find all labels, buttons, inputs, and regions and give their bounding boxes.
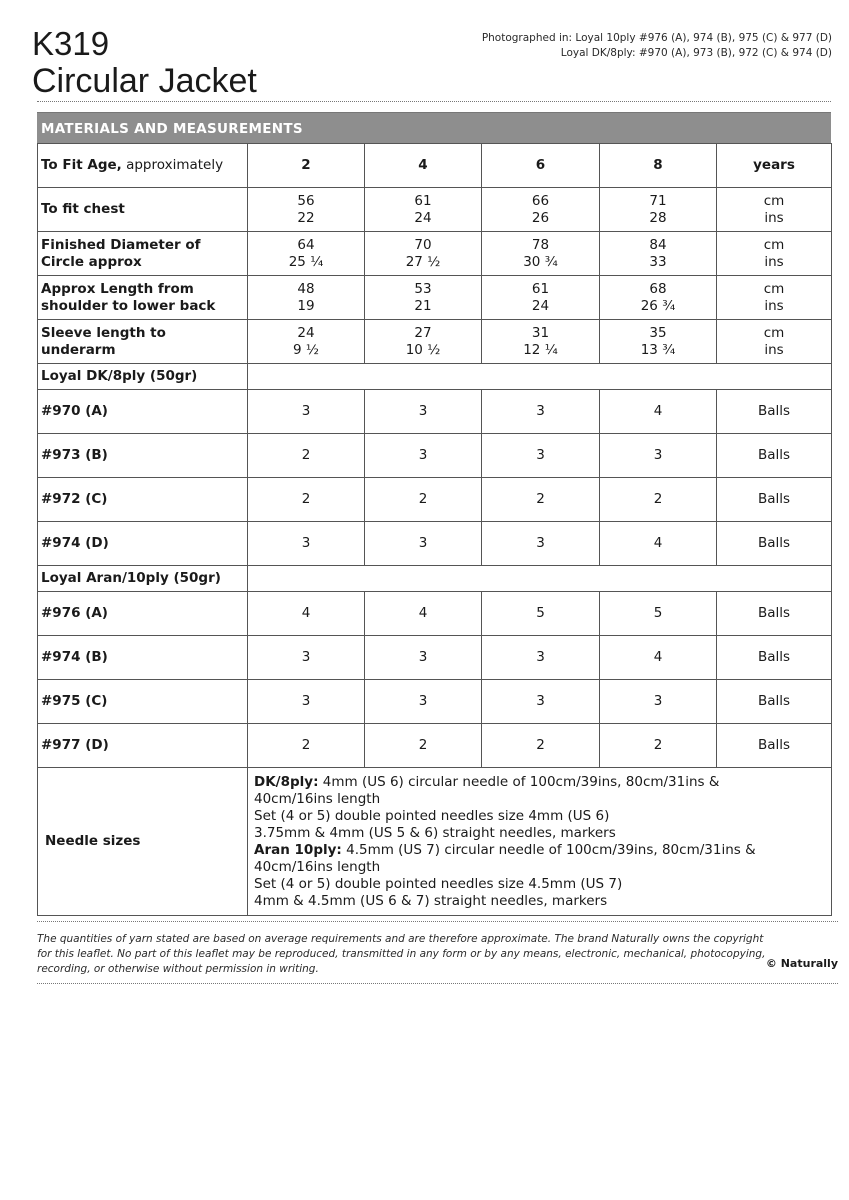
cell: 3: [248, 390, 365, 434]
cell: 78 30 ¾: [482, 232, 600, 276]
shade-label: #976 (A): [38, 592, 248, 636]
row-label: Approx Length from shoulder to lower back: [38, 276, 248, 320]
cell: 3: [482, 680, 600, 724]
table-row-needles: [38, 768, 832, 916]
cell: 2: [365, 724, 482, 768]
cell: 66 26: [482, 188, 600, 232]
group-header-row: [38, 566, 832, 592]
unit-cell: Balls: [717, 434, 832, 478]
age-2: 2: [248, 144, 365, 188]
shade-label: #973 (B): [38, 434, 248, 478]
cell: 61 24: [365, 188, 482, 232]
cell: 3: [365, 390, 482, 434]
cell: 3: [365, 522, 482, 566]
cell: 35 13 ¾: [600, 320, 717, 364]
disclaimer-line: The quantities of yarn stated are based on average requirements and are therefore approximate. The brand Naturally owns the copyright: [37, 933, 764, 945]
cell: 4: [248, 592, 365, 636]
section-header: [37, 112, 831, 144]
row-label: To fit chest: [38, 188, 248, 232]
cell: 3: [482, 390, 600, 434]
cell: 3: [248, 636, 365, 680]
cell: 53 21: [365, 276, 482, 320]
table-row: [38, 680, 832, 724]
table-row: [38, 724, 832, 768]
cell: 4: [365, 592, 482, 636]
cell: 3: [600, 680, 717, 724]
disclaimer-line: for this leaflet. No part of this leaflet may be reproduced, transmitted in any form or by any means, electronic, mechanical, photocopying,: [37, 948, 766, 960]
cell: 2: [482, 478, 600, 522]
pattern-title: Circular Jacket: [32, 62, 257, 100]
needle-label: Needle sizes: [38, 768, 248, 916]
group-title-dk: Loyal DK/8ply (50gr): [38, 364, 248, 390]
photographed-note: [482, 31, 832, 61]
cell: 4: [600, 636, 717, 680]
cell: 2: [248, 724, 365, 768]
row-label: Sleeve length to underarm: [38, 320, 248, 364]
age-8: 8: [600, 144, 717, 188]
cell: 27 10 ½: [365, 320, 482, 364]
unit-cell: cm ins: [717, 232, 832, 276]
table-row: [38, 522, 832, 566]
cell: 2: [248, 478, 365, 522]
shade-label: #974 (B): [38, 636, 248, 680]
cell: 48 19: [248, 276, 365, 320]
cell: 2: [365, 478, 482, 522]
table-row: [38, 434, 832, 478]
age-4: 4: [365, 144, 482, 188]
cell: 3: [482, 636, 600, 680]
cell: 68 26 ¾: [600, 276, 717, 320]
cell: 24 9 ½: [248, 320, 365, 364]
table-row: [38, 478, 832, 522]
cell: 2: [248, 434, 365, 478]
cell: 5: [600, 592, 717, 636]
age-6: 6: [482, 144, 600, 188]
unit-cell: cm ins: [717, 276, 832, 320]
divider-top: [37, 101, 831, 102]
group-title-aran: Loyal Aran/10ply (50gr): [38, 566, 248, 592]
unit-cell: cm ins: [717, 320, 832, 364]
shade-label: #972 (C): [38, 478, 248, 522]
table-row: [38, 320, 832, 364]
table-row: [38, 276, 832, 320]
table-row: [38, 232, 832, 276]
cell: 4: [600, 522, 717, 566]
cell: 3: [600, 434, 717, 478]
cell: 3: [365, 680, 482, 724]
cell: 3: [365, 434, 482, 478]
shade-label: #977 (D): [38, 724, 248, 768]
table-row: [38, 636, 832, 680]
cell: 5: [482, 592, 600, 636]
cell: 4: [600, 390, 717, 434]
group-header-row: [38, 364, 832, 390]
cell: 3: [482, 522, 600, 566]
unit-cell: Balls: [717, 390, 832, 434]
cell: 3: [482, 434, 600, 478]
copyright: © Naturally: [765, 957, 838, 970]
cell: 2: [600, 478, 717, 522]
unit-cell: Balls: [717, 522, 832, 566]
photographed-line-1: Photographed in: Loyal 10ply #976 (A), 974 (B), 975 (C) & 977 (D): [481, 32, 832, 44]
group-blank: [248, 364, 832, 390]
unit-cell: Balls: [717, 592, 832, 636]
unit-cell: Balls: [717, 724, 832, 768]
table-row: [38, 188, 832, 232]
table-row: [38, 592, 832, 636]
shade-label: #975 (C): [38, 680, 248, 724]
disclaimer-line: recording, or otherwise without permission in writing.: [37, 963, 319, 975]
cell: 3: [248, 680, 365, 724]
unit-cell: cm ins: [717, 188, 832, 232]
unit-cell: Balls: [717, 478, 832, 522]
materials-table: [37, 143, 832, 916]
cell: 84 33: [600, 232, 717, 276]
cell: 70 27 ½: [365, 232, 482, 276]
cell: 3: [365, 636, 482, 680]
cell: 61 24: [482, 276, 600, 320]
cell: 64 25 ¼: [248, 232, 365, 276]
table-row: [38, 390, 832, 434]
photographed-line-2: Loyal DK/8ply: #970 (A), 973 (B), 972 (C) & 974 (D): [560, 47, 832, 59]
age-unit: years: [717, 144, 832, 188]
row-label: Finished Diameter of Circle approx: [38, 232, 248, 276]
cell: 2: [600, 724, 717, 768]
cell: 56 22: [248, 188, 365, 232]
divider-footer-top: [37, 921, 838, 922]
row-label: To Fit Age, approximately: [38, 144, 248, 188]
pattern-code: K319: [32, 25, 110, 62]
section-title: MATERIALS AND MEASUREMENTS: [41, 121, 303, 137]
divider-footer-bottom: [37, 983, 838, 984]
shade-label: #974 (D): [38, 522, 248, 566]
cell: 71 28: [600, 188, 717, 232]
cell: 2: [482, 724, 600, 768]
page-header: [32, 26, 832, 106]
cell: 3: [248, 522, 365, 566]
needle-details: DK/8ply: 4mm (US 6) circular needle of 100cm/39ins, 80cm/31ins & 40cm/16ins length Set (4 or 5) double pointed needles size 4mm (US 6) 3.75mm & 4mm (US 5 & 6) straight needles, markers Aran 10ply: 4.5mm (US 7) circular needle of 100cm/39ins, 80cm/31ins & 40cm/16ins length Set (4 or 5) double pointed needles size 4.5mm (US 7) 4mm & 4.5mm (US 6 & 7) straight needles, markers: [248, 768, 832, 916]
table-row-age: [38, 144, 832, 188]
cell: 31 12 ¼: [482, 320, 600, 364]
unit-cell: Balls: [717, 636, 832, 680]
shade-label: #970 (A): [38, 390, 248, 434]
disclaimer: [37, 932, 838, 977]
group-blank: [248, 566, 832, 592]
unit-cell: Balls: [717, 680, 832, 724]
